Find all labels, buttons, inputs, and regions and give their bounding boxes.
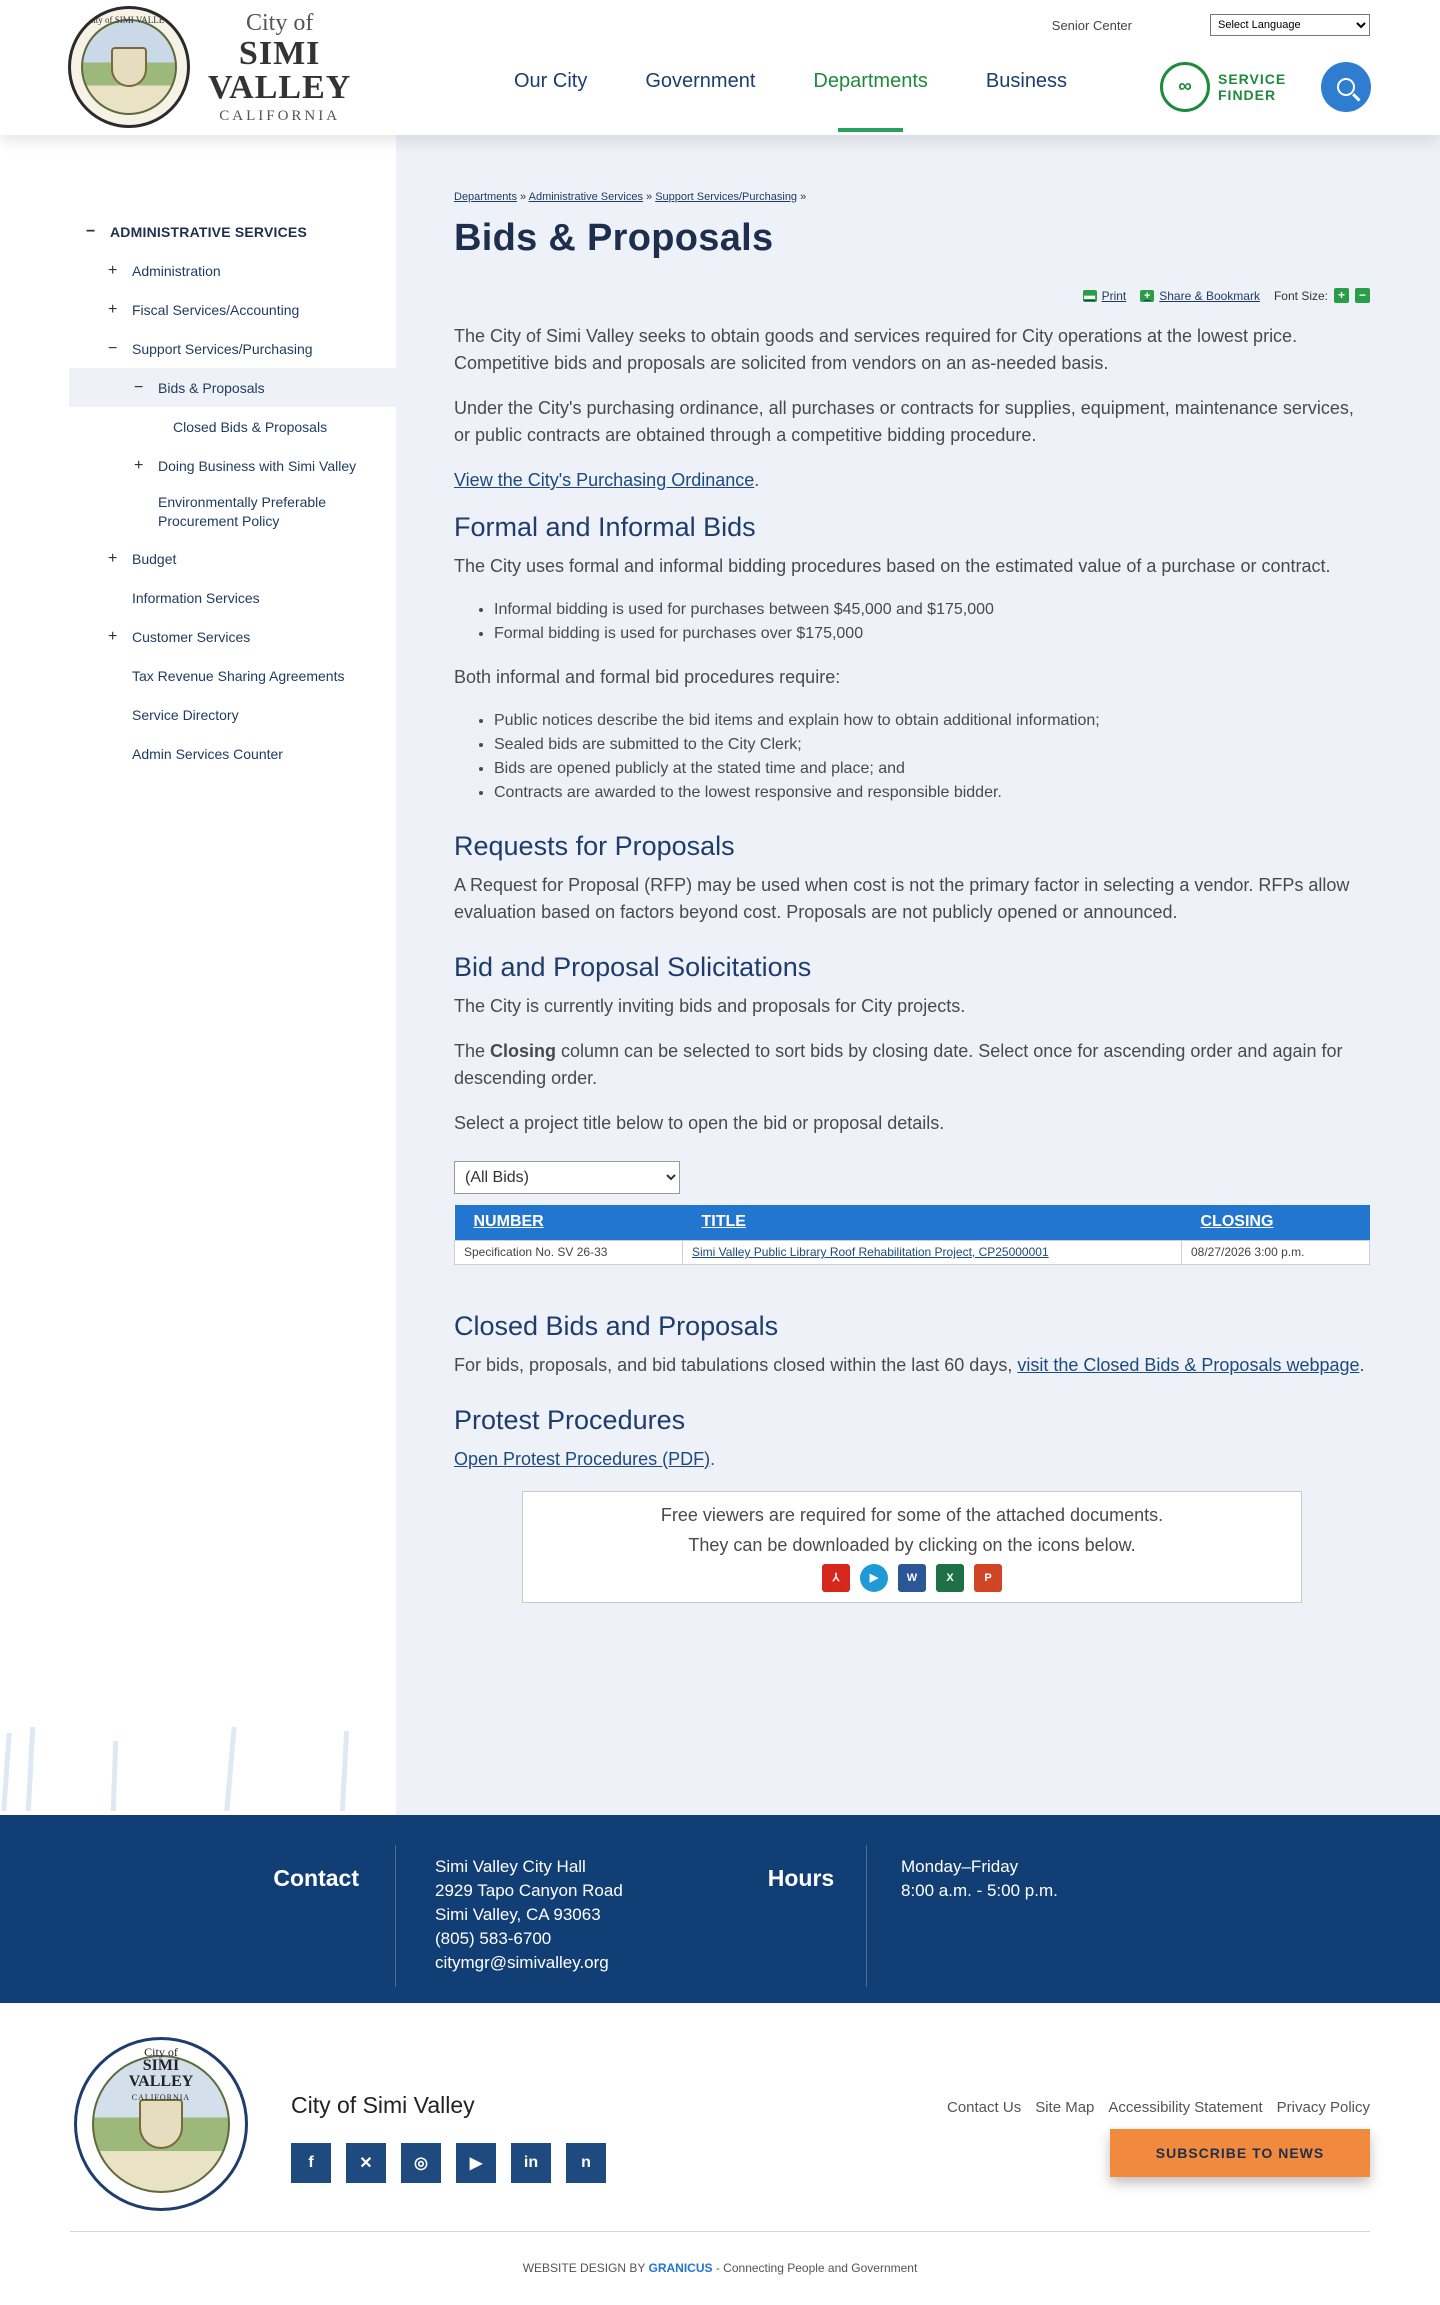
footer-divider — [70, 2231, 1370, 2232]
youtube-icon[interactable]: ▶ — [456, 2143, 496, 2183]
closed-bids-heading: Closed Bids and Proposals — [454, 1310, 779, 1341]
sidebar-subnav — [0, 212, 396, 773]
sidebar-item-label: ADMINISTRATIVE SERVICES — [110, 223, 307, 240]
sidebar-item-label: Doing Business with Simi Valley — [158, 457, 357, 474]
sort-closing-link[interactable]: CLOSING — [1200, 1213, 1274, 1231]
font-size-label: Font Size: — [1273, 288, 1328, 303]
site-header — [0, 0, 1440, 135]
formal-informal-heading: Formal and Informal Bids — [454, 512, 756, 542]
sidebar-item-admin-counter[interactable] — [0, 734, 396, 773]
list-item: • Bids are opened publicly at the stated time and place; and — [494, 757, 1370, 781]
sidebar-item-bids-proposals[interactable] — [0, 368, 396, 407]
hours-line: 8:00 a.m. - 5:00 p.m. — [901, 1881, 1058, 1900]
print-label: Print — [1101, 288, 1127, 303]
closing-note-pre: The — [454, 1041, 491, 1061]
contact-line: 2929 Tapo Canyon Road — [435, 1881, 623, 1900]
closing-note-post: column can be selected to sort bids by closing date. Select once for ascending order and again for descending order. — [454, 1041, 1343, 1088]
page-body — [0, 135, 1440, 1815]
footer-seal-line-4: CALIFORNIA — [131, 2093, 191, 2102]
sidebar-item-label: Information Services — [132, 589, 260, 606]
logo-line-4: CALIFORNIA — [219, 107, 341, 124]
formal-paragraph-2: Both informal and formal bid procedures require: — [454, 667, 841, 687]
instagram-icon[interactable]: ◎ — [401, 2143, 441, 2183]
social-links — [291, 2143, 606, 2183]
word-viewer-icon[interactable]: W — [898, 1564, 926, 1592]
sort-title-link[interactable]: TITLE — [701, 1213, 746, 1231]
contact-label: Contact — [273, 1865, 359, 1891]
expand-icon[interactable]: + — [108, 549, 118, 567]
font-decrease-button[interactable]: − — [1355, 288, 1370, 303]
sidebar-item-budget[interactable] — [0, 539, 396, 578]
main-content — [396, 135, 1440, 1815]
site-logo[interactable] — [68, 6, 351, 128]
closing-note-bold: Closing — [490, 1041, 557, 1061]
breadcrumb-separator: » — [646, 191, 653, 203]
list-item: • Formal bidding is used for purchases over $175,000 — [494, 622, 1370, 646]
bids-filter-select[interactable] — [454, 1161, 680, 1194]
page-title: Bids & Proposals — [454, 217, 774, 259]
column-header-closing[interactable] — [1182, 1205, 1370, 1240]
logo-line-3: VALLEY — [208, 68, 352, 106]
list-item: • Informal bidding is used for purchases between $45,000 and $175,000 — [494, 598, 1370, 622]
logo-wordmark — [208, 11, 351, 124]
closed-bids-text: For bids, proposals, and bid tabulations closed within the last 60 days, — [454, 1354, 1018, 1375]
contact-band — [0, 1815, 1440, 2003]
sort-number-link[interactable]: NUMBER — [473, 1213, 544, 1231]
sidebar-item-administration[interactable] — [0, 251, 396, 290]
x-twitter-icon[interactable]: ✕ — [346, 2143, 386, 2183]
site-footer — [0, 2003, 1440, 2292]
table-row — [455, 1240, 1370, 1264]
footer-seal-line-3: VALLEY — [128, 2073, 194, 2090]
hours-label: Hours — [767, 1865, 835, 1891]
sidebar-item-label: Bids & Proposals — [158, 379, 265, 396]
credit-suffix: - Connecting People and Government — [712, 2261, 918, 2275]
sidebar — [0, 135, 396, 1815]
sidebar-item-label: Budget — [132, 550, 177, 567]
main-nav — [514, 70, 1067, 93]
solicitations-paragraph-3: Select a project title below to open the bid or proposal details. — [454, 1113, 945, 1133]
footer-link-privacy[interactable]: Privacy Policy — [1276, 2099, 1370, 2116]
hours-line: Monday–Friday — [901, 1857, 1019, 1876]
seal-ring-text: City of SIMI VALLEY — [87, 15, 171, 25]
sidebar-item-fiscal-services[interactable] — [0, 290, 396, 329]
expand-icon[interactable]: + — [108, 300, 118, 318]
footer-link-site-map[interactable]: Site Map — [1035, 2099, 1095, 2116]
sidebar-item-doing-business[interactable] — [0, 446, 396, 485]
sidebar-item-label: Customer Services — [132, 628, 251, 645]
search-icon — [1337, 78, 1355, 96]
sidebar-item-environmental-policy[interactable] — [0, 485, 396, 539]
sidebar-item-label: Environmentally Preferable Procurement Policy — [158, 494, 327, 529]
powerpoint-viewer-icon[interactable]: P — [974, 1564, 1002, 1592]
decorative-lines — [0, 1727, 396, 1811]
excel-viewer-icon[interactable]: X — [936, 1564, 964, 1592]
sidebar-item-support-services[interactable] — [0, 329, 396, 368]
page-tools — [454, 288, 1370, 303]
breadcrumb-departments[interactable]: Departments — [454, 191, 517, 203]
pdf-viewer-icon[interactable]: ⅄ — [822, 1564, 850, 1592]
bids-table-header-row — [455, 1205, 1370, 1240]
search-button[interactable] — [1321, 62, 1371, 112]
protest-procedures-link[interactable]: Open Protest Procedures (PDF) — [454, 1448, 711, 1469]
intro-paragraph-1: The City of Simi Valley seeks to obtain goods and services required for City operations at the lowest price. Competitive bids and proposals are solicited from vendors on an as-needed basis. — [454, 326, 1298, 373]
purchasing-ordinance-link[interactable]: View the City's Purchasing Ordinance — [454, 470, 755, 490]
bid-title-link[interactable]: Simi Valley Public Library Roof Rehabilitation Project, CP25000001 — [692, 1245, 1049, 1259]
sidebar-item-label: Service Directory — [132, 706, 239, 723]
solicitations-heading: Bid and Proposal Solicitations — [454, 952, 812, 982]
intro-paragraph-2: Under the City's purchasing ordinance, all purchases or contracts for supplies, equipment, maintenance services, or public contracts are obtained through a competitive bidding procedure. — [454, 398, 1354, 445]
sidebar-item-label: Support Services/Purchasing — [132, 340, 313, 357]
protest-heading: Protest Procedures — [454, 1404, 686, 1435]
ordinance-paragraph — [454, 467, 1370, 494]
font-size-control — [1274, 288, 1370, 303]
breadcrumb — [454, 191, 1370, 203]
sidebar-item-label: Closed Bids & Proposals — [173, 418, 328, 435]
closed-bids-link[interactable]: visit the Closed Bids & Proposals webpage — [1017, 1354, 1360, 1375]
sidebar-item-label: Tax Revenue Sharing Agreements — [132, 667, 345, 684]
logo-line-1: City of — [245, 9, 314, 36]
binoculars-icon: ∞ — [1160, 62, 1210, 112]
protest-paragraph — [454, 1446, 1370, 1473]
footer-seal-text — [77, 2046, 245, 2102]
viewers-line-1: Free viewers are required for some of the attached documents. — [660, 1504, 1164, 1525]
print-link[interactable] — [1083, 289, 1127, 303]
sidebar-item-tax-revenue[interactable] — [0, 656, 396, 695]
footer-link-contact-us[interactable]: Contact Us — [947, 2099, 1022, 2116]
nav-business[interactable]: Business — [985, 70, 1068, 92]
ordinance-period: . — [754, 470, 760, 490]
service-finder-button[interactable] — [1160, 62, 1286, 112]
service-finder-label — [1218, 71, 1286, 103]
bid-closing-cell: 08/27/2026 3:00 p.m. — [1182, 1240, 1370, 1264]
printer-icon: ▬ — [1084, 289, 1096, 302]
senior-center-link[interactable]: Senior Center — [1051, 17, 1132, 33]
subscribe-to-news-button[interactable]: SUBSCRIBE TO NEWS — [1110, 2129, 1370, 2177]
protest-period: . — [710, 1448, 716, 1469]
nav-our-city[interactable]: Our City — [514, 70, 588, 92]
contact-phone[interactable]: (805) 583-6700 — [435, 1929, 552, 1948]
sidebar-item-label: Admin Services Counter — [132, 745, 283, 762]
contact-email[interactable]: citymgr@simivalley.org — [435, 1953, 609, 1972]
expand-icon[interactable]: + — [108, 627, 118, 645]
footer-links — [947, 2099, 1370, 2116]
service-finder-line-2: FINDER — [1218, 87, 1277, 103]
formal-paragraph-1: The City uses formal and informal bidding procedures based on the estimated value of a purchase or contract. — [454, 556, 1331, 576]
column-header-title[interactable] — [683, 1205, 1182, 1240]
hours-info — [867, 1845, 1058, 2003]
collapse-icon[interactable]: − — [134, 378, 144, 396]
sidebar-item-closed-bids[interactable] — [0, 407, 396, 446]
share-plus-icon: + — [1140, 290, 1154, 302]
closed-bids-period: . — [1359, 1354, 1365, 1375]
breadcrumb-support-services[interactable]: Support Services/Purchasing — [655, 191, 798, 203]
footer-seal-line-1: City of — [144, 2045, 178, 2059]
rfp-heading: Requests for Proposals — [454, 831, 735, 861]
collapse-icon[interactable]: − — [108, 339, 118, 357]
contact-info — [396, 1845, 746, 2003]
language-select[interactable] — [1210, 14, 1370, 36]
footer-link-accessibility[interactable]: Accessibility Statement — [1108, 2099, 1263, 2116]
viewer-icons — [523, 1564, 1301, 1592]
expand-icon[interactable]: + — [108, 261, 118, 279]
breadcrumb-separator: » — [520, 191, 527, 203]
bid-requirements-list — [494, 709, 1370, 805]
solicitations-paragraph-2 — [454, 1038, 1370, 1092]
footer-credit — [0, 2261, 1440, 2275]
solicitations-paragraph-1: The City is currently inviting bids and proposals for City projects. — [454, 996, 966, 1016]
contact-line: Simi Valley City Hall — [435, 1857, 586, 1876]
logo-line-2: SIMI — [238, 34, 321, 72]
column-header-number[interactable] — [455, 1205, 683, 1240]
list-item: • Public notices describe the bid items and explain how to obtain additional information; — [494, 709, 1370, 733]
bids-table — [454, 1205, 1370, 1265]
list-item: • Sealed bids are submitted to the City Clerk; — [494, 733, 1370, 757]
service-finder-line-1: SERVICE — [1218, 71, 1287, 87]
breadcrumb-separator: » — [800, 191, 807, 203]
sidebar-item-customer-services[interactable] — [0, 617, 396, 656]
facebook-icon[interactable]: f — [291, 2143, 331, 2183]
city-seal-icon — [68, 6, 190, 128]
media-player-icon[interactable]: ▶ — [860, 1564, 888, 1592]
nextdoor-icon[interactable]: n — [566, 2143, 606, 2183]
closed-bids-paragraph — [454, 1352, 1370, 1379]
footer-city-seal-icon[interactable] — [74, 2037, 248, 2211]
linkedin-icon[interactable]: in — [511, 2143, 551, 2183]
collapse-icon[interactable]: − — [86, 222, 96, 240]
expand-icon[interactable]: + — [134, 456, 144, 474]
bid-title-cell — [683, 1240, 1182, 1264]
sidebar-item-label: Administration — [132, 262, 221, 279]
bidding-thresholds-list — [494, 598, 1370, 646]
utility-bar — [1052, 14, 1370, 36]
footer-city-name: City of Simi Valley — [291, 2092, 475, 2118]
nav-government[interactable]: Government — [645, 70, 756, 92]
breadcrumb-administrative-services[interactable]: Administrative Services — [528, 191, 643, 203]
rfp-paragraph: A Request for Proposal (RFP) may be used when cost is not the primary factor in selecting a vendor. RFPs allow evaluation based on factors beyond cost. Proposals are not publicly opened or announced. — [454, 875, 1350, 922]
footer-seal-line-2: SIMI — [142, 2057, 180, 2074]
free-viewers-box — [522, 1491, 1302, 1603]
font-increase-button[interactable]: + — [1334, 288, 1349, 303]
credit-prefix: WEBSITE DESIGN BY — [522, 2261, 649, 2275]
share-label: Share & Bookmark — [1159, 288, 1260, 303]
viewers-line-2: They can be downloaded by clicking on the icons below. — [688, 1534, 1136, 1555]
granicus-link[interactable]: GRANICUS — [648, 2261, 713, 2275]
sidebar-item-information-services[interactable] — [0, 578, 396, 617]
contact-line: Simi Valley, CA 93063 — [435, 1905, 601, 1924]
share-bookmark-link[interactable] — [1140, 289, 1260, 303]
bid-number-cell: Specification No. SV 26-33 — [455, 1240, 683, 1264]
list-item: • Contracts are awarded to the lowest responsive and responsible bidder. — [494, 781, 1370, 805]
sidebar-item-service-directory[interactable] — [0, 695, 396, 734]
sidebar-item-label: Fiscal Services/Accounting — [132, 301, 300, 318]
sidebar-item-administrative-services[interactable] — [0, 212, 396, 251]
nav-departments[interactable]: Departments — [813, 70, 928, 92]
